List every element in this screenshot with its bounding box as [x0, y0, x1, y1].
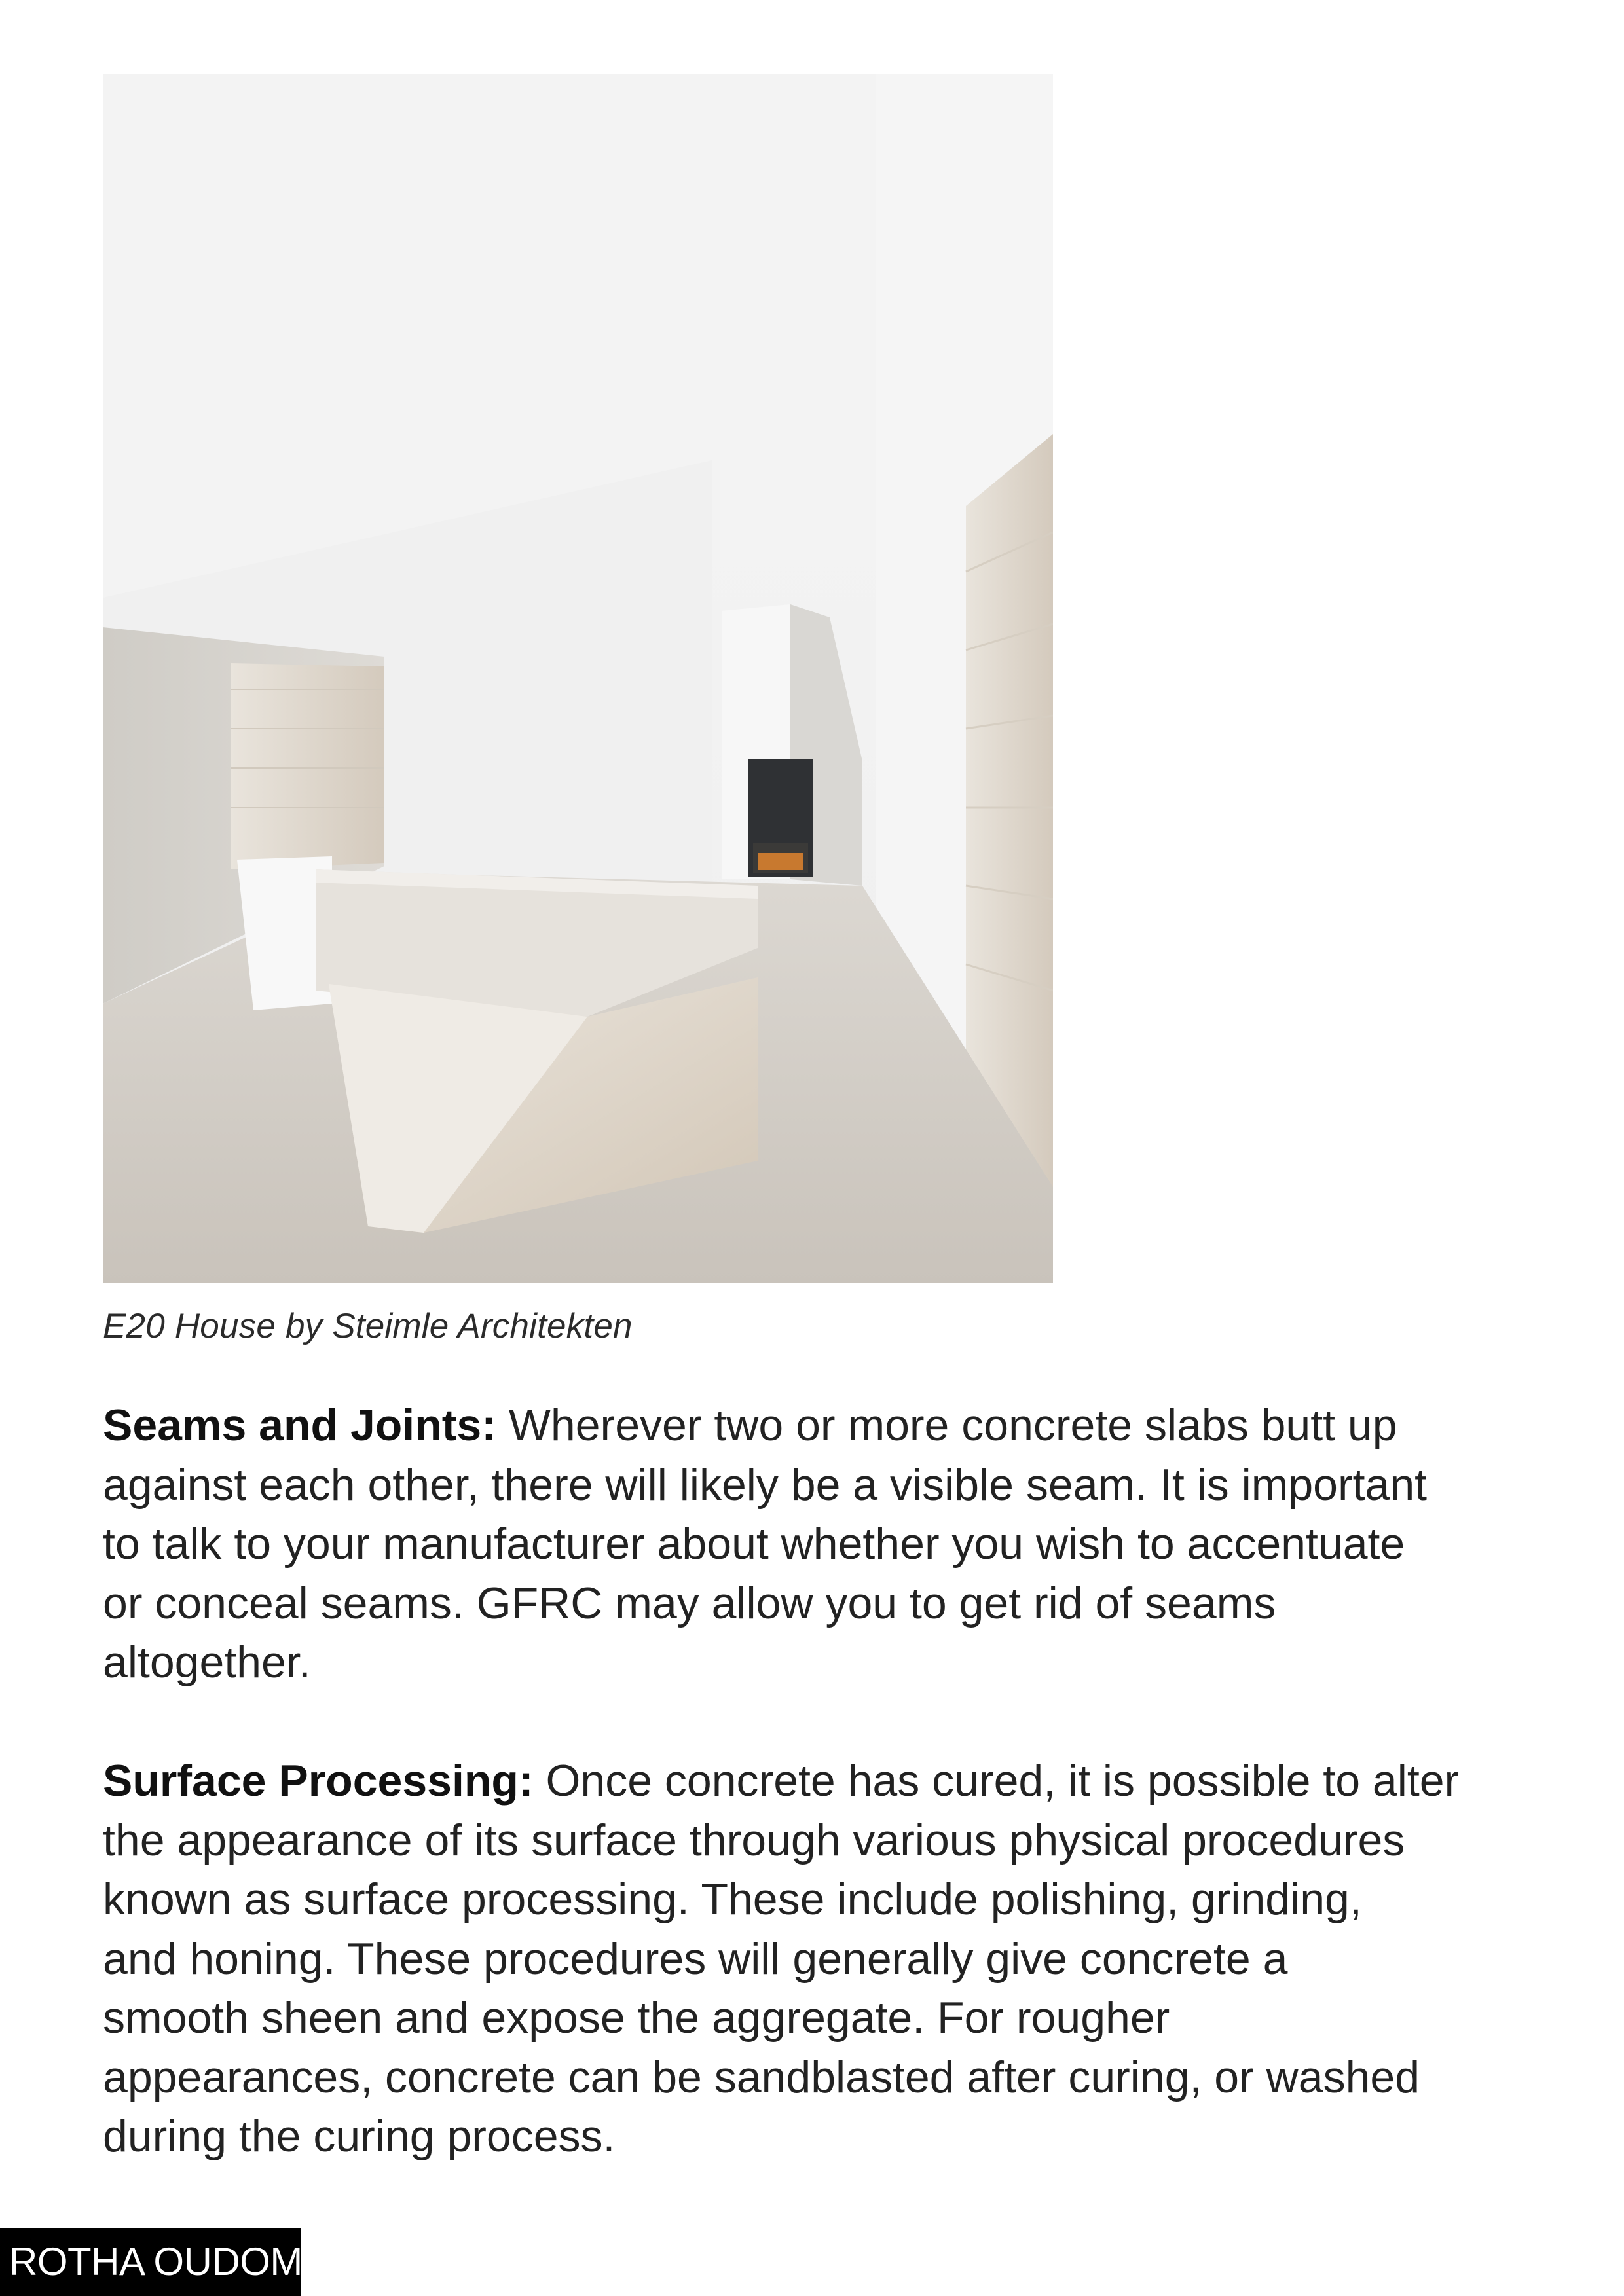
paragraph-line: Surface Processing: Once concrete has cured, it is possible to alter [103, 1756, 1460, 1806]
paragraph-line: smooth sheen and expose the aggregate. For rougher [103, 1993, 1170, 2043]
paragraph-line: appearances, concrete can be sandblasted after curing, or washed [103, 2052, 1420, 2102]
interior-photo [103, 74, 1053, 1283]
section-heading: Surface Processing: [103, 1756, 534, 1806]
paragraph-line: known as surface processing. These include polishing, grinding, [103, 1874, 1362, 1924]
paragraph-line: or conceal seams. GFRC may allow you to get rid of seams [103, 1578, 1276, 1628]
surface-processing-paragraph [103, 1751, 1543, 2166]
paragraph-line: to talk to your manufacturer about whether you wish to accentuate [103, 1519, 1405, 1569]
paragraph-line: Seams and Joints: Wherever two or more concrete slabs butt up [103, 1400, 1397, 1450]
seams-and-joints-paragraph [103, 1396, 1543, 1692]
section-heading: Seams and Joints: [103, 1400, 496, 1450]
paragraph-line: against each other, there will likely be a visible seam. It is important [103, 1459, 1428, 1510]
paragraph-line: and honing. These procedures will generally give concrete a [103, 1933, 1288, 1984]
paragraph-line: during the curing process. [103, 2111, 616, 2161]
paragraph-line: the appearance of its surface through various physical procedures [103, 1815, 1405, 1865]
photo-caption: E20 House by Steimle Architekten [103, 1307, 633, 1345]
kitchen-island-interior-image [103, 74, 1053, 1283]
author-label: ROTHA OUDOM [0, 2228, 301, 2296]
paragraph-line: altogether. [103, 1637, 311, 1687]
